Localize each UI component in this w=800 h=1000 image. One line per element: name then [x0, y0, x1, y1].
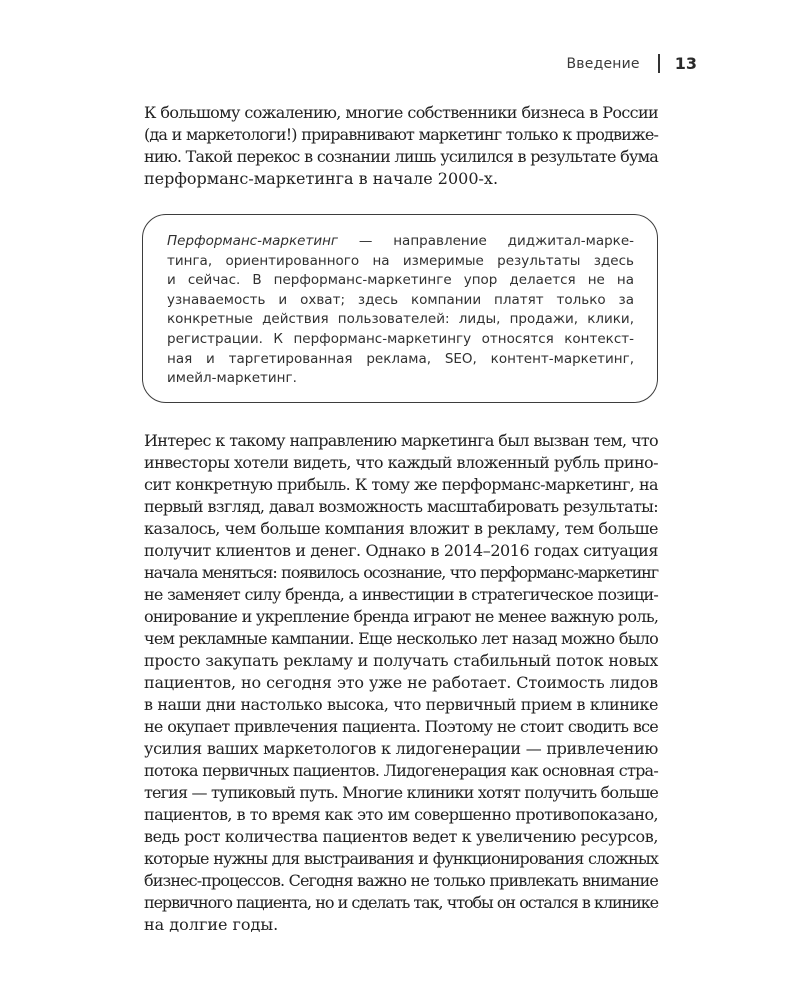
text-line: ведь рост количества пациентов ведет к увеличению ресурсов,	[144, 827, 659, 846]
text-line: К большому сожалению, многие собственники бизнеса в России	[144, 103, 658, 122]
definition-line: регистрации. К перформанс-маркетингу относятся контекст-	[167, 330, 634, 347]
definition-line: имейл-маркетинг.	[167, 370, 297, 387]
text-line: в наши дни настолько высока, что первичный прием в клинике	[144, 695, 658, 714]
text-line: пациентов, но сегодня это уже не работает. Стоимость лидов	[144, 673, 658, 692]
page-number: 13	[674, 54, 697, 73]
paragraph-main	[144, 430, 658, 936]
text-line: чем рекламные кампании. Еще несколько лет назад можно было	[144, 629, 658, 648]
text-line: пациентов, в то время как это им совершенно противопоказано,	[144, 805, 658, 824]
definition-line: и сейчас. В перформанс-маркетинге упор делается не на	[167, 272, 634, 289]
definition-text	[167, 232, 634, 389]
definition-first-line-rest: — направление диджитал-марке-	[338, 233, 634, 249]
text-line: просто закупать рекламу и получать стабильный поток новых	[144, 651, 658, 670]
definition-callout-box	[142, 214, 658, 403]
text-line: тегия — тупиковый путь. Многие клиники хотят получить больше	[144, 783, 658, 802]
text-line: первичного пациента, но и сделать так, чтобы он остался в клинике	[144, 893, 658, 912]
definition-line: ная и таргетированная реклама, SEO, контент-маркетинг,	[167, 350, 634, 367]
text-line: потока первичных пациентов. Лидогенерация как основная стра-	[144, 761, 658, 780]
text-line: казалось, чем больше компания вложит в рекламу, тем больше	[144, 519, 658, 538]
definition-first-line	[167, 232, 634, 252]
text-line: начала меняться: появилось осознание, что перформанс-маркетинг	[144, 563, 658, 582]
header-divider	[658, 54, 660, 73]
text-line: получит клиентов и денег. Однако в 2014–2016 годах ситуация	[144, 541, 658, 560]
text-line: не окупает привлечения пациента. Поэтому не стоит сводить все	[144, 717, 658, 736]
paragraph-intro	[144, 102, 658, 190]
text-line: не заменяет силу бренда, а инвестиции в стратегическое позици-	[144, 585, 658, 604]
defined-term: Перформанс-маркетинг	[167, 233, 339, 249]
text-line: онирование и укрепление бренда играют не менее важную роль,	[144, 607, 659, 626]
text-line: которые нужны для выстраивания и функционирования сложных	[144, 849, 658, 868]
text-line: на долгие годы.	[144, 915, 279, 934]
definition-line: конкретные действия пользователей: лиды, продажи, клики,	[167, 311, 634, 328]
text-line: сит конкретную прибыль. К тому же перформанс-маркетинг, на	[144, 475, 658, 494]
text-line: первый взгляд, давал возможность масштабировать результаты:	[144, 497, 658, 516]
text-line: усилия ваших маркетологов к лидогенерации — привлечению	[144, 739, 658, 758]
text-line: (да и маркетологи!) приравнивают маркетинг только к продвиже-	[144, 125, 658, 144]
text-line: Интерес к такому направлению маркетинга был вызван тем, что	[144, 431, 658, 450]
text-line: инвесторы хотели видеть, что каждый вложенный рубль прино-	[144, 453, 658, 472]
definition-line: узнаваемость и охват; здесь компании платят только за	[167, 291, 634, 308]
definition-line: тинга, ориентированного на измеримые результаты здесь	[167, 252, 634, 269]
text-line: нию. Такой перекос в сознании лишь усилился в результате бума	[144, 147, 658, 166]
text-line: перформанс-маркетинга в начале 2000-х.	[144, 169, 499, 188]
running-header	[567, 54, 698, 73]
text-line: бизнес-процессов. Сегодня важно не только привлекать внимание	[144, 871, 658, 890]
chapter-title: Введение	[566, 55, 640, 72]
